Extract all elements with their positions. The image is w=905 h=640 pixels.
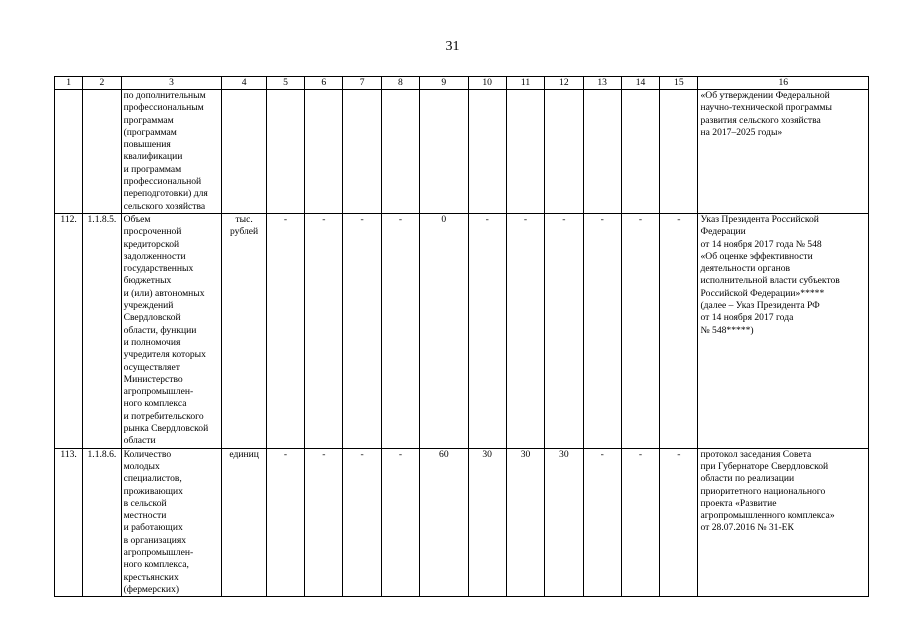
cell-text-line: на 2017–2025 годы»	[700, 126, 783, 138]
cell-text-line: ного комплекса	[123, 398, 187, 410]
cell-text-line: профессиональной	[123, 176, 202, 188]
page-number: 31	[445, 39, 460, 54]
cell-text-line: исполнительной власти субъектов	[700, 275, 840, 287]
source-document-cell	[698, 213, 869, 448]
cell-text-line: от 14 ноября 2017 года	[700, 312, 794, 324]
cell-text-line: области	[123, 435, 156, 447]
cell-text-line: агропромышлен-	[123, 546, 194, 558]
cell-text-line: задолженности	[123, 250, 186, 262]
cell-text-line: и программам	[123, 163, 182, 175]
cell-text-line: единиц	[229, 448, 259, 460]
cell-text-line: от 14 ноября 2017 года № 548	[700, 238, 822, 250]
column-number-7: 7	[343, 77, 381, 90]
column-number-12: 12	[545, 77, 583, 90]
cell-text-line: Объем	[123, 213, 151, 225]
value-cell-col-13: -	[583, 213, 621, 448]
unit-cell	[222, 90, 266, 214]
value-cell-col-6: -	[305, 448, 343, 597]
table-row	[55, 448, 869, 597]
cell-text-line: области, функции	[123, 324, 197, 336]
cell-text-line: тыс.	[235, 213, 253, 225]
value-cell-col-8: -	[381, 213, 419, 448]
cell-text-line: при Губернаторе Свердловской	[700, 460, 829, 472]
cell-text-line: и потребительского	[123, 410, 204, 422]
column-number-4: 4	[222, 77, 266, 90]
cell-text-line: проживающих	[123, 485, 183, 497]
value-cell-col-5: -	[266, 213, 304, 448]
value-cell-col-14	[621, 90, 659, 214]
cell-text-line: молодых	[123, 460, 160, 472]
row-number-cell	[55, 90, 83, 214]
cell-text-line: Количество	[123, 448, 172, 460]
cell-text-line: в организациях	[123, 534, 187, 546]
cell-text-line: и полномочия	[123, 336, 181, 348]
cell-text-line: протокол заседания Совета	[700, 448, 812, 460]
value-cell-col-12: -	[545, 213, 583, 448]
cell-text-line: в сельской	[123, 497, 167, 509]
indicator-name-cell	[121, 448, 222, 597]
column-number-14: 14	[621, 77, 659, 90]
cell-text-line: сельского хозяйства	[123, 200, 206, 212]
cell-text-line: просроченной	[123, 226, 182, 238]
column-number-header-row	[55, 77, 869, 90]
column-number-1: 1	[55, 77, 83, 90]
cell-text-line: крестьянских	[123, 571, 179, 583]
cell-text-line: по дополнительным	[123, 90, 206, 101]
cell-text-line: рублей	[230, 226, 259, 238]
indicator-name-cell	[121, 90, 222, 214]
unit-cell	[222, 213, 266, 448]
cell-text-line: № 548*****)	[700, 324, 754, 336]
table-row	[55, 90, 869, 214]
indicator-name-cell	[121, 213, 222, 448]
row-number-cell: 112.	[55, 213, 83, 448]
value-cell-col-8: -	[381, 448, 419, 597]
cell-text-line: Федерации	[700, 226, 746, 238]
value-cell-col-6	[305, 90, 343, 214]
value-cell-col-12: 30	[545, 448, 583, 597]
value-cell-col-9: 0	[420, 213, 468, 448]
row-number-cell: 113.	[55, 448, 83, 597]
cell-text-line: от 28.07.2016 № 31-ЕК	[700, 522, 794, 534]
cell-text-line: квалификации	[123, 151, 183, 163]
cell-text-line: приоритетного национального	[700, 485, 826, 497]
cell-text-line: проекта «Развитие	[700, 497, 777, 509]
value-cell-col-11: -	[506, 213, 544, 448]
cell-text-line: профессиональным	[123, 102, 204, 114]
column-number-16: 16	[698, 77, 869, 90]
value-cell-col-7: -	[343, 448, 381, 597]
column-number-11: 11	[506, 77, 544, 90]
cell-text-line: программам	[123, 114, 174, 126]
value-cell-col-12	[545, 90, 583, 214]
column-number-9: 9	[420, 77, 468, 90]
cell-text-line: осуществляет	[123, 361, 180, 373]
cell-text-line: развития сельского хозяйства	[700, 114, 821, 126]
value-cell-col-15: -	[660, 213, 698, 448]
unit-cell	[222, 448, 266, 597]
indicator-code-cell: 1.1.8.5.	[83, 213, 121, 448]
cell-text-line: научно-технической программы	[700, 102, 832, 114]
cell-text-line: агропромышленного комплекса»	[700, 510, 835, 522]
cell-text-line: агропромышлен-	[123, 386, 194, 398]
cell-text-line: «Об оценке эффективности	[700, 250, 813, 262]
cell-text-line: учреждений	[123, 300, 174, 312]
cell-text-line: учредителя которых	[123, 349, 206, 361]
indicator-code-cell: 1.1.8.6.	[83, 448, 121, 597]
indicator-code-cell	[83, 90, 121, 214]
value-cell-col-9: 60	[420, 448, 468, 597]
cell-text-line: Министерство	[123, 373, 183, 385]
cell-text-line: Свердловской	[123, 312, 181, 324]
cell-text-line: ного комплекса,	[123, 559, 189, 571]
cell-text-line: Указ Президента Российской	[700, 213, 819, 225]
value-cell-col-13: -	[583, 448, 621, 597]
value-cell-col-10: -	[468, 213, 506, 448]
table-row	[55, 213, 869, 448]
cell-text-line: (далее – Указ Президента РФ	[700, 300, 820, 312]
cell-text-line: бюджетных	[123, 275, 172, 287]
source-document-cell	[698, 90, 869, 214]
value-cell-col-14: -	[621, 448, 659, 597]
cell-text-line: (фермерских)	[123, 583, 180, 595]
value-cell-col-11: 30	[506, 448, 544, 597]
column-number-8: 8	[381, 77, 419, 90]
cell-text-line: и работающих	[123, 522, 183, 534]
cell-text-line: «Об утверждении Федеральной	[700, 90, 830, 101]
cell-text-line: специалистов,	[123, 473, 182, 485]
cell-text-line: повышения	[123, 139, 171, 151]
cell-text-line: и (или) автономных	[123, 287, 205, 299]
cell-text-line: (программам	[123, 126, 177, 138]
column-number-13: 13	[583, 77, 621, 90]
cell-text-line: области по реализации	[700, 473, 795, 485]
cell-text-line: рынка Свердловской	[123, 423, 209, 435]
cell-text-line: переподготовки) для	[123, 188, 208, 200]
value-cell-col-8	[381, 90, 419, 214]
value-cell-col-15	[660, 90, 698, 214]
cell-text-line: государственных	[123, 263, 194, 275]
value-cell-col-10: 30	[468, 448, 506, 597]
value-cell-col-15: -	[660, 448, 698, 597]
cell-text-line: деятельности органов	[700, 263, 791, 275]
column-number-15: 15	[660, 77, 698, 90]
value-cell-col-10	[468, 90, 506, 214]
cell-text-line: Российской Федерации»*****	[700, 287, 825, 299]
indicator-table	[54, 76, 869, 597]
cell-text-line: местности	[123, 510, 167, 522]
column-number-3: 3	[121, 77, 222, 90]
source-document-cell	[698, 448, 869, 597]
value-cell-col-9	[420, 90, 468, 214]
value-cell-col-5	[266, 90, 304, 214]
value-cell-col-7: -	[343, 213, 381, 448]
column-number-6: 6	[305, 77, 343, 90]
value-cell-col-5: -	[266, 448, 304, 597]
column-number-5: 5	[266, 77, 304, 90]
value-cell-col-7	[343, 90, 381, 214]
value-cell-col-6: -	[305, 213, 343, 448]
column-number-2: 2	[83, 77, 121, 90]
value-cell-col-14: -	[621, 213, 659, 448]
value-cell-col-11	[506, 90, 544, 214]
cell-text-line: кредиторской	[123, 238, 180, 250]
column-number-10: 10	[468, 77, 506, 90]
value-cell-col-13	[583, 90, 621, 214]
